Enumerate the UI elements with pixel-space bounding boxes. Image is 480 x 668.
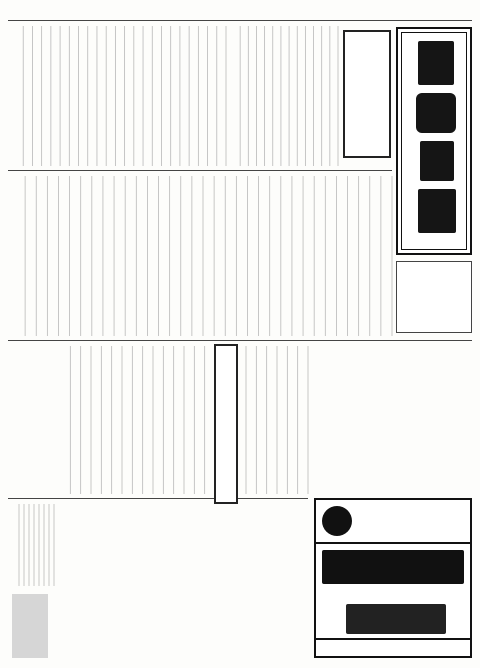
ad-feature-panel (322, 550, 464, 584)
product-advertisement (314, 498, 472, 658)
illustration-person (12, 594, 48, 658)
ad-divider-top (316, 542, 470, 544)
ad-product-logo (346, 604, 446, 634)
ad-divider-bottom (316, 638, 470, 640)
notice-box (214, 344, 238, 504)
ad-badge (322, 506, 352, 536)
